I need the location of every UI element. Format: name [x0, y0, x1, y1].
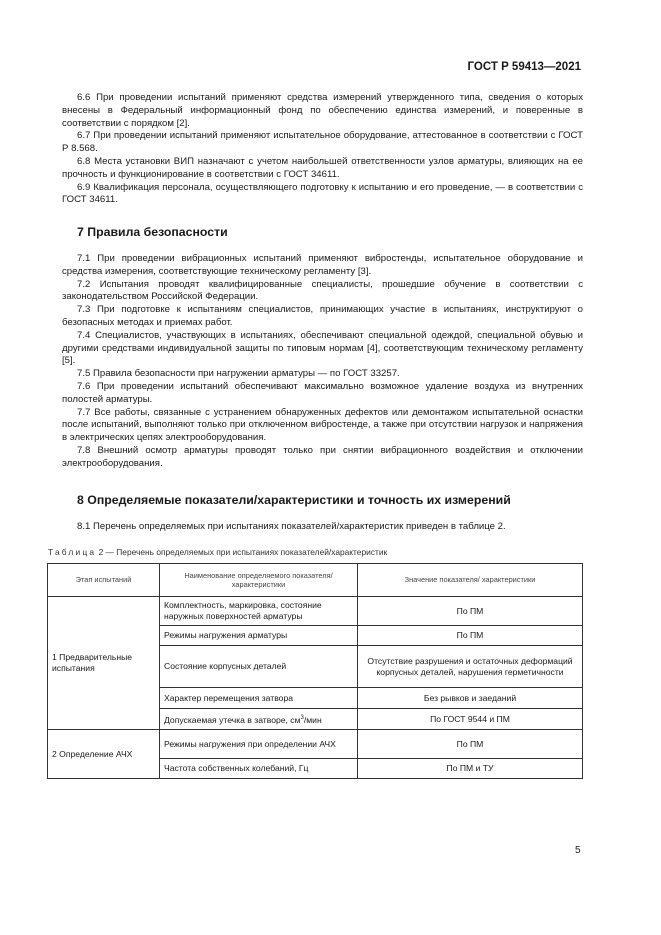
- paragraph-6-6: 6.6 При проведении испытаний применяют средства измерений утвержденного типа, сведения о которых внесены в Федеральный информационный фонд по обеспечению единства измерений, и поверенные в соответствии с порядком [2].: [62, 92, 583, 129]
- page-number: 5: [575, 845, 581, 856]
- characteristic-value-cell: По ПМ и ТУ: [358, 759, 583, 779]
- paragraph-7-2: 7.2 Испытания проводят квалифицированные специалисты, прошедшие обучение в соответствии с законодательством Российской Федерации.: [62, 278, 583, 303]
- stage-cell: 1 Предварительные испытания: [48, 597, 160, 730]
- characteristic-name-cell: [160, 709, 358, 730]
- section-6-continuation: [62, 92, 583, 207]
- characteristic-name-cell: Состояние корпусных деталей: [160, 646, 358, 688]
- table-row: [48, 730, 583, 759]
- characteristic-name-cell: Режимы нагружения при определении АЧХ: [160, 730, 358, 759]
- table-header-row: [48, 564, 583, 597]
- paragraph-8-1: 8.1 Перечень определяемых при испытаниях показателей/характеристик приведен в таблице 2.: [77, 521, 506, 532]
- characteristic-value-cell: По ГОСТ 9544 и ПМ: [358, 709, 583, 730]
- characteristic-value-cell: По ПМ: [358, 730, 583, 759]
- paragraph-7-8: 7.8 Внешний осмотр арматуры проводят только при снятии вибрационного воздействия и отключении электрооборудования.: [62, 444, 583, 469]
- characteristic-value-cell: Отсутствие разрушения и остаточных деформаций корпусных деталей, нарушения герметичности: [358, 646, 583, 688]
- superscript-exponent: 3: [300, 714, 304, 721]
- stage-cell: 2 Определение АЧХ: [48, 730, 160, 779]
- characteristic-value-cell: Без рывков и заеданий: [358, 688, 583, 709]
- section-8-body: [62, 521, 583, 534]
- paragraph-7-5: 7.5 Правила безопасности при нагружении арматуры — по ГОСТ 33257.: [77, 368, 400, 380]
- characteristic-name-unit: /мин: [303, 714, 322, 725]
- paragraph-7-6: 7.6 При проведении испытаний обеспечивают максимально возможное удаление воздуха из внутренних полостей арматуры.: [62, 380, 583, 405]
- header-characteristic-name: Наименование определяемого показателя/характеристики: [160, 564, 358, 597]
- characteristics-table: [47, 563, 583, 779]
- table-caption: [48, 547, 387, 557]
- paragraph-7-1: 7.1 При проведении вибрационных испытаний применяют вибростенды, испытательное оборудование и средства измерения, соответствующие техническому регламенту [3].: [62, 253, 583, 277]
- characteristic-name-cell: Характер перемещения затвора: [160, 688, 358, 709]
- table-caption-word: Таблица: [48, 547, 97, 557]
- header-stage: Этап испытаний: [48, 564, 160, 597]
- characteristic-name-cell: Режимы нагружения арматуры: [160, 626, 358, 646]
- paragraph-6-8: 6.8 Места установки ВИП назначают с учетом наибольшей ответственности узлов арматуры, влияющих на ее прочность и функционирование в соответствии с ГОСТ 34611.: [62, 155, 583, 180]
- paragraph-6-9: 6.9 Квалификация персонала, осуществляющего подготовку к испытанию и его проведение, — в соответствии с ГОСТ 34611.: [62, 181, 583, 206]
- paragraph-6-7: 6.7 При проведении испытаний применяют испытательное оборудование, аттестованное в соответствии с ГОСТ Р 8.568.: [62, 130, 583, 155]
- section-7-body: [62, 253, 583, 471]
- document-code-header: ГОСТ Р 59413—2021: [467, 61, 581, 73]
- characteristic-name-cell: Частота собственных колебаний, Гц: [160, 759, 358, 779]
- characteristic-name-text: Допускаемая утечка в затворе, см: [164, 714, 301, 725]
- paragraph-7-3: 7.3 При подготовке к испытаниям специалистов, принимающих участие в испытаниях, инструктируют о безопасных методах и приемах работ.: [62, 304, 583, 328]
- header-characteristic-value: Значение показателя/ характеристики: [358, 564, 583, 597]
- section-7-heading: 7 Правила безопасности: [77, 225, 228, 239]
- characteristic-value-cell: По ПМ: [358, 597, 583, 626]
- table-row: [48, 597, 583, 626]
- paragraph-7-4: 7.4 Специалистов, участвующих в испытаниях, обеспечивают специальной одеждой, специальной обувью и другими средствами индивидуальной защиты по типовым нормам [4], соответствующим техническому регламенту [5].: [62, 329, 583, 367]
- characteristic-name-cell: Комплектность, маркировка, состояние наружных поверхностей арматуры: [160, 597, 358, 626]
- section-8-heading: 8 Определяемые показатели/характеристики и точность их измерений: [77, 493, 511, 507]
- characteristic-value-cell: По ПМ: [358, 626, 583, 646]
- table-caption-text: 2 — Перечень определяемых при испытаниях показателей/характеристик: [96, 547, 388, 557]
- paragraph-7-7: 7.7 Все работы, связанные с устранением обнаруженных дефектов или демонтажом испытательной оснастки после испытаний, выполняют только при отключенном вибростенде, а также при отсутствии нагрузок и напряжения в электрических цепях электрооборудования.: [62, 406, 583, 444]
